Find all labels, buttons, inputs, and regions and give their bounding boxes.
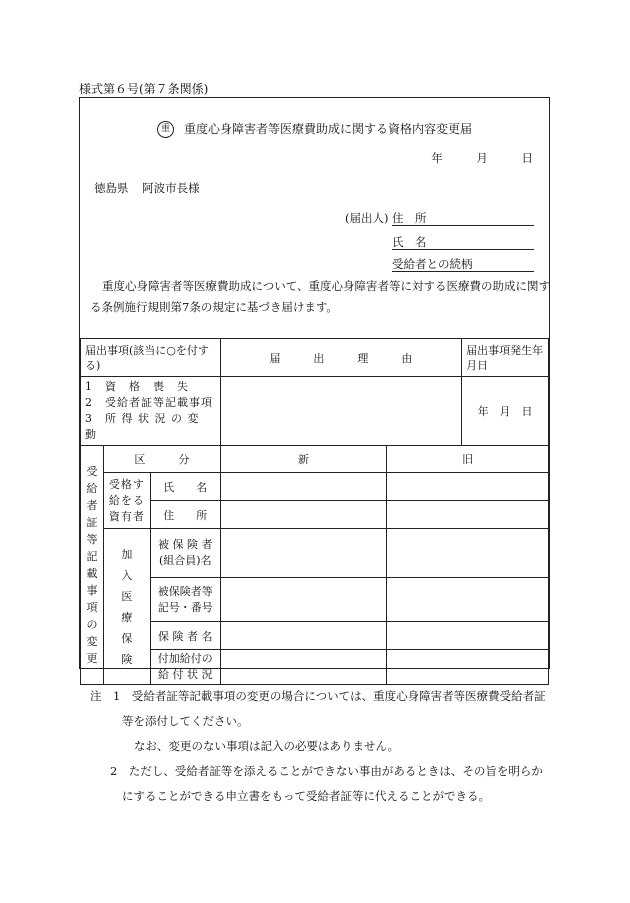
- new-benefit-cell[interactable]: [220, 650, 387, 685]
- note-1-line-1: 注 1 受給者証等記載事項の変更の場合については、重度心身障害者等医療費受給者証: [90, 689, 546, 703]
- addressee: [94, 180, 200, 196]
- row-label-insurer: 保 険 者 名: [150, 622, 220, 650]
- item-3[interactable]: 3 所 得 状 況 の 変 動: [85, 412, 200, 441]
- old-name-cell[interactable]: [387, 473, 549, 501]
- row-label-address: 住 所: [150, 501, 220, 529]
- statement-line-2: る条例施行規則第7条の規定に基づき届けます。: [90, 300, 338, 314]
- notification-table: [80, 338, 549, 685]
- table-row: [81, 578, 549, 622]
- new-address-cell[interactable]: [220, 501, 387, 529]
- statement-line-1: 重度心身障害者等医療費助成について、重度心身障害者等に対する医療費の助成に関す: [102, 279, 551, 293]
- table-row: [81, 501, 549, 529]
- note-2-line-1: 2 ただし、受給者証等を添えることができない事由があるときは、その旨を明らか: [110, 764, 543, 778]
- note-2-number: 2: [110, 764, 118, 778]
- form-number: 様式第６号(第７条関係): [79, 82, 209, 96]
- row-label-symbol: 被保険者等 記号・番号: [150, 578, 220, 622]
- items-row: [81, 377, 549, 446]
- section-label: 受 給 者 証 等 記 載 事 項 の 変 更: [81, 446, 104, 685]
- applicant-name-field[interactable]: [392, 234, 534, 250]
- addressee-prefecture: 徳島県: [94, 181, 129, 195]
- seal-mark: 重: [157, 121, 174, 138]
- row-label-name: 氏 名: [150, 473, 220, 501]
- qualified-group-label: 受格す 給をる 資有者: [103, 473, 150, 529]
- new-symbol-cell[interactable]: [220, 578, 387, 622]
- col-new: 新: [220, 446, 387, 473]
- occurrence-date-cell[interactable]: 年 月 日: [462, 377, 549, 446]
- reason-cell[interactable]: [220, 377, 461, 446]
- date-month: 月: [476, 151, 488, 165]
- notes: [90, 684, 546, 809]
- table-row: [81, 473, 549, 501]
- addressee-recipient: 阿波市長様: [142, 181, 200, 195]
- note-1-line-2: 等を添付してください。: [122, 714, 249, 728]
- form-title-row: [80, 120, 549, 138]
- table-row: [81, 650, 549, 685]
- note-1-line-3: なお、変更のない事項は記入の必要はありません。: [134, 739, 400, 753]
- table-row: [81, 529, 549, 578]
- header-item: 届出事項(該当に○を付する): [81, 339, 221, 377]
- item-2[interactable]: 2 受給者証等記載事項: [85, 396, 213, 409]
- table-header-row: [81, 339, 549, 377]
- col-old: 旧: [387, 446, 549, 473]
- old-benefit-cell[interactable]: [387, 650, 549, 685]
- header-reason: 届 出 理 由: [220, 339, 461, 377]
- applicant-address-field[interactable]: [392, 210, 534, 226]
- col-category: 区 分: [103, 446, 220, 473]
- applicant-name-label: 氏 名: [392, 235, 427, 249]
- insurance-group-label: 加 入 医 療 保 険: [103, 529, 150, 685]
- form-frame: [79, 97, 551, 681]
- notes-label: 注: [90, 689, 102, 703]
- old-insurer-cell[interactable]: [387, 622, 549, 650]
- applicant-address-label: 住 所: [392, 211, 427, 225]
- old-symbol-cell[interactable]: [387, 578, 549, 622]
- old-insured-cell[interactable]: [387, 529, 549, 578]
- applicant-relation-label: 受給者との続柄: [392, 257, 473, 271]
- new-insured-cell[interactable]: [220, 529, 387, 578]
- note-2-line-2: にすることができる申立書をもって受給者証等に代えることができる。: [122, 789, 490, 803]
- section-header-row: [81, 446, 549, 473]
- note-1-number: 1: [113, 689, 121, 703]
- header-date: 届出事項発生年月日: [462, 339, 549, 377]
- form-title: 重度心身障害者等医療費助成に関する資格内容変更届: [183, 122, 472, 136]
- applicant-relation-field[interactable]: [392, 256, 534, 272]
- item-1[interactable]: 1 資 格 喪 失: [85, 380, 189, 393]
- item-list[interactable]: [81, 377, 221, 446]
- applicant-label: (届出人): [345, 211, 389, 225]
- row-label-insured: 被 保 険 者 (組合員)名: [150, 529, 220, 578]
- old-address-cell[interactable]: [387, 501, 549, 529]
- statement: [90, 276, 551, 318]
- date-day: 日: [521, 151, 533, 165]
- row-label-benefit: 付加給付の 給 付 状 況: [150, 650, 220, 685]
- date-year: 年: [431, 151, 443, 165]
- table-row: [81, 622, 549, 650]
- new-name-cell[interactable]: [220, 473, 387, 501]
- new-insurer-cell[interactable]: [220, 622, 387, 650]
- submission-date[interactable]: [401, 150, 533, 166]
